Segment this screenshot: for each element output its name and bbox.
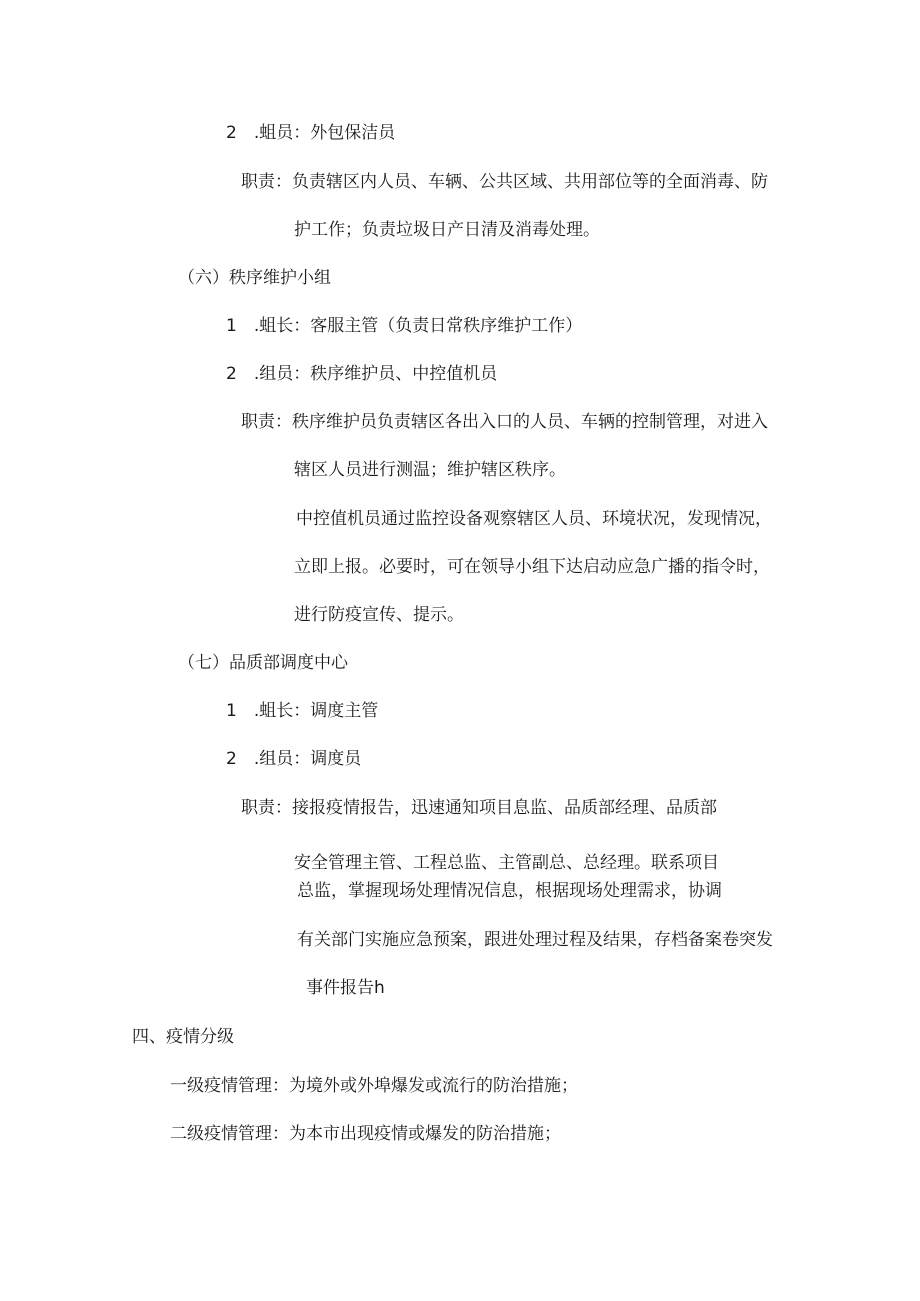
duty-order-line-1: 职责：秩序维护员负责辖区各出入口的人员、车辆的控制管理，对进入 <box>241 412 768 432</box>
list-item-2-dispatch-member: 2 .组员：调度员 <box>226 749 362 769</box>
duty-control-line-3: 进行防疫宣传、提示。 <box>294 605 464 625</box>
duty-dispatch-line-1: 职责：接报疫情报告，迅速通知项目息监、品质部经理、品质部 <box>241 798 717 818</box>
duty-cleaner-line-1: 职责：负责辖区内人员、车辆、公共区域、共用部位等的全面消毒、防 <box>241 172 768 192</box>
level-one-management: 一级疫情管理：为境外或外埠爆发或流行的防治措施； <box>170 1076 578 1096</box>
duty-order-line-2: 辖区人员进行测温；维护辖区秩序。 <box>294 460 566 480</box>
list-item-2-cleaner: 2 .蛆员：外包保洁员 <box>226 123 396 143</box>
list-item-2-members: 2 .组员：秩序维护员、中控值机员 <box>226 364 498 384</box>
duty-dispatch-line-2: 安全管理主管、工程总监、主管副总、总经理。联系项目 <box>294 853 719 873</box>
list-item-1-leader: 1 .蛆长：客服主管（负责日常秩序维护工作） <box>226 316 583 336</box>
section-heading-six: （六）秩序维护小组 <box>178 268 331 288</box>
duty-control-line-2: 立即上报。必要时，可在领导小组下达启动应急广播的指令时， <box>294 557 770 577</box>
duty-dispatch-line-3: 总监，掌握现场处理情况信息，根据现场处理需求，协调 <box>297 881 722 901</box>
level-two-management: 二级疫情管理：为本市出现疫情或爆发的防治措施； <box>170 1124 561 1144</box>
section-heading-seven: （七）品质部调度中心 <box>178 653 348 673</box>
list-item-1-dispatch-leader: 1 .蛆长：调度主管 <box>226 701 379 721</box>
duty-cleaner-line-2: 护工作；负责垃圾日产日清及消毒处理。 <box>294 220 600 240</box>
duty-dispatch-line-5: 事件报告h <box>306 978 385 998</box>
section-heading-four: 四、疫情分级 <box>132 1027 234 1047</box>
duty-dispatch-line-4: 有关部门实施应急预案，跟进处理过程及结果，存档备案卷突发 <box>297 930 773 950</box>
duty-control-line-1: 中控值机员通过监控设备观察辖区人员、环境状况，发现情况， <box>296 509 772 529</box>
